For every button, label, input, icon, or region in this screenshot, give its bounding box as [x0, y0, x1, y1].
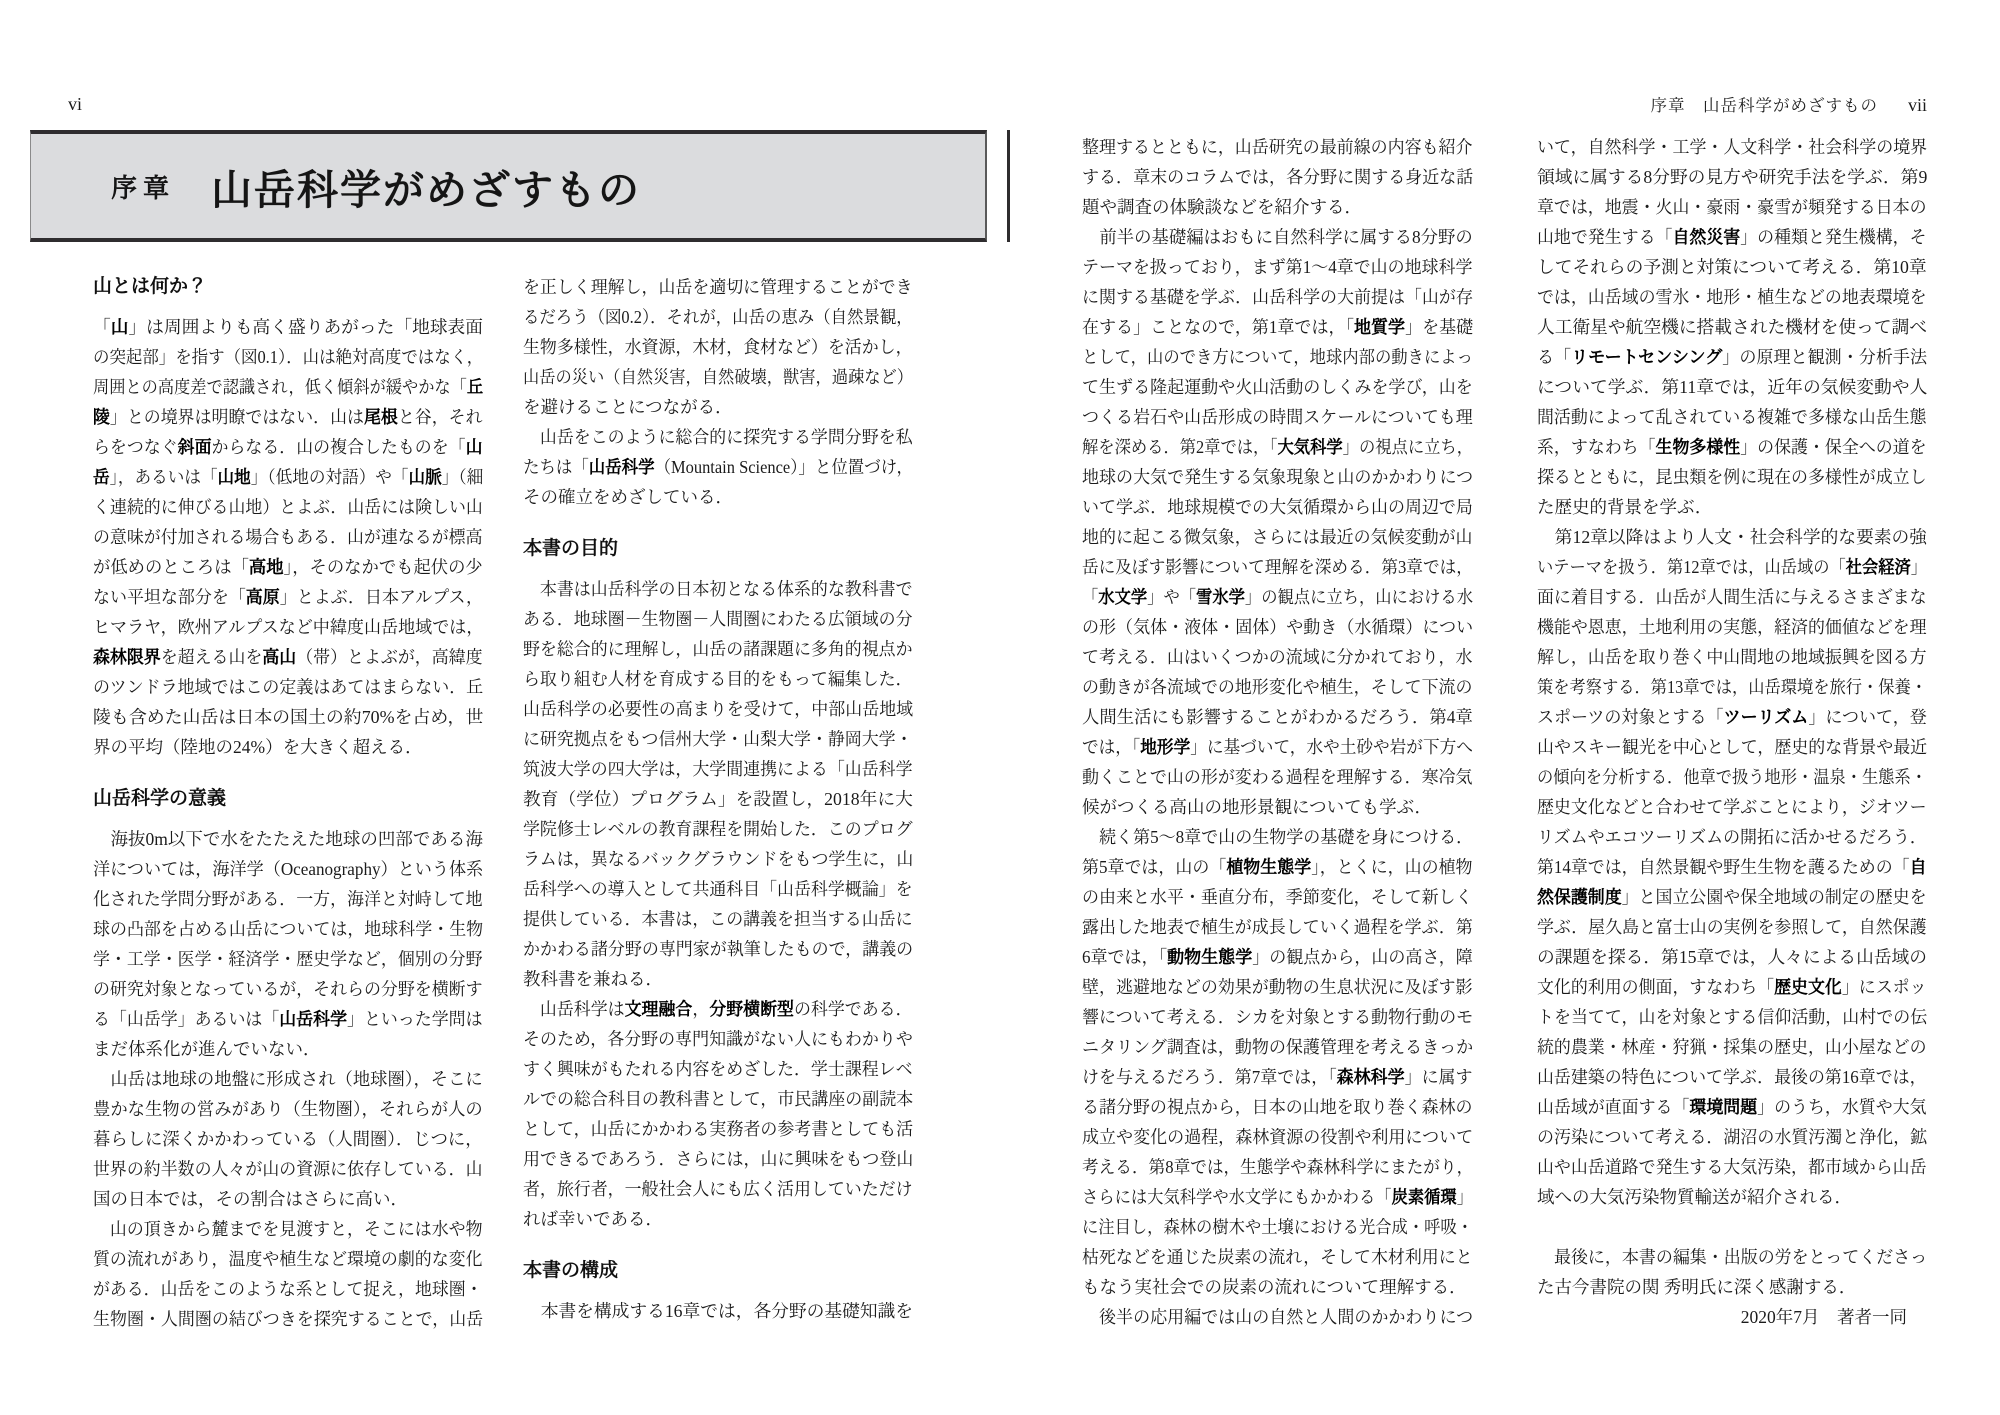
text-line: 本書は山岳科学の日本初となる体系的な教科書で: [523, 579, 913, 599]
text-line: そのため，各分野の専門知識がない人にもわかりや: [523, 1029, 913, 1049]
text-line: けを与えるだろう．第7章では，「森林科学」に属す: [1082, 1067, 1473, 1087]
text-line: すく興味がもたれる内容をめざした．学士課程レベ: [523, 1059, 913, 1079]
text-line: 第14章では，自然景観や野生生物を護るための「自: [1537, 857, 1927, 877]
text-line: 第5章では，山の「植物生態学」，とくに，山の植物: [1082, 857, 1473, 877]
text-line: 山岳域が直面する「環境問題」のうち，水質や大気: [1537, 1097, 1927, 1117]
text-line: では，山岳域の雪氷・地形・植生などの地表環境を: [1537, 287, 1927, 307]
text-line: の課題を探る．第15章では，人々による山岳域の: [1537, 947, 1927, 967]
text-line: て考える．山はいくつかの流域に分かれており，水: [1082, 647, 1473, 667]
text-line: ニタリング調査は，動物の保護管理を考えるきっか: [1082, 1037, 1473, 1057]
section-heading: 山とは何か？: [93, 276, 208, 297]
text-line: ら取り組む人材を育成する目的をもって編集した．: [523, 669, 913, 689]
text-line: 機能や恩恵，土地利用の実態，経済的価値などを理: [1537, 617, 1927, 637]
text-line: る「山岳学」あるいは「山岳科学」といった学問は: [93, 1009, 483, 1029]
text-line: 歴史文化などと合わせて学ぶことにより，ジオツー: [1537, 797, 1927, 817]
text-line: 山の頂きから麓までを見渡すと，そこには水や物: [93, 1219, 483, 1239]
text-line: を避けることにつながる．: [523, 397, 733, 417]
text-line: さらには大気科学や水文学にもかかわる「炭素循環」: [1082, 1187, 1473, 1207]
right-column-2: [1537, 132, 1927, 1332]
text-line: ある．地球圏－生物圏－人間圏にわたる広領域の分: [523, 609, 913, 629]
text-line: テーマを扱っており，まず第1～4章で山の地球科学: [1082, 257, 1473, 277]
right-column-1: [1082, 132, 1473, 1332]
text-line: の意味が付加される場合もある．山が連なるが標高: [93, 527, 483, 547]
text-line: る諸分野の視点から，日本の山地を取り巻く森林の: [1082, 1097, 1473, 1117]
left-column-1: [93, 272, 483, 1334]
text-line: リズムやエコツーリズムの開拓に活かせるだろう．: [1537, 827, 1927, 847]
text-line: 山岳建築の特色について学ぶ．最後の第16章では，: [1537, 1067, 1927, 1087]
bold-term: 歴史文化: [1774, 977, 1842, 997]
running-header: [1650, 92, 1927, 116]
text-line: 候がつくる高山の地形景観についても学ぶ．: [1082, 797, 1432, 817]
bold-term: 雪氷学: [1196, 587, 1245, 607]
bold-term: リモートセンシング: [1571, 347, 1723, 367]
text-line: に関する基礎を学ぶ．山岳科学の大前提は「山が存: [1082, 287, 1473, 307]
text-line: 山岳科学は文理融合，分野横断型の科学である．: [523, 999, 913, 1019]
bold-term: 尾根: [363, 407, 398, 427]
chapter-label: 序章: [111, 172, 176, 203]
text-line: 6章では，「動物生態学」の観点から，山の高さ，障: [1082, 947, 1473, 967]
text-line: ない平坦な部分を「高原」とよぶ．日本アルプス，: [93, 587, 483, 607]
text-line: て生ずる隆起運動や火山活動のしくみを学び，山を: [1082, 377, 1473, 397]
text-line: 山地で発生する「自然災害」の種類と発生機構，そ: [1537, 227, 1927, 247]
text-line: 域への大気汚染物質輸送が紹介される．: [1537, 1187, 1852, 1207]
text-line: が低めのところは「高地」，そのなかでも起伏の少: [93, 557, 483, 577]
text-line: 露出した地表で植生が成長していく過程を学ぶ．第: [1082, 917, 1473, 937]
text-line: の動きが各流域での地形変化や植生，そして下流の: [1082, 677, 1473, 697]
text-line: 山岳の災い（自然災害，自然破壊，獣害，過疎など）: [523, 367, 913, 387]
text-line: 前半の基礎編はおもに自然科学に属する8分野の: [1082, 227, 1473, 247]
bold-term: 斜面: [177, 437, 212, 457]
bold-term: 山脈: [408, 467, 442, 487]
text-line: の汚染について考える．湖沼の水質汚濁と浄化，鉱: [1537, 1127, 1927, 1147]
page-number-right: vii: [1907, 95, 1927, 115]
section-heading: 山岳科学の意義: [93, 788, 227, 809]
text-line: 山岳をこのように総合的に探究する学問分野を私: [523, 427, 913, 447]
text-line: た古今書院の関 秀明氏に深く感謝する．: [1537, 1277, 1857, 1297]
text-line: 質の流れがあり，温度や植生など環境の劇的な変化: [93, 1249, 483, 1269]
text-line: 野を総合的に理解し，山岳の諸課題に多角的視点か: [523, 639, 913, 659]
text-line: 解し，山岳を取り巻く中山間地の地域振興を図る方: [1537, 647, 1927, 667]
text-line: 生物多様性，水資源，木材，食材など）を活かし，: [523, 337, 913, 357]
bold-term: 自: [1909, 857, 1927, 877]
text-line: ヒマラヤ，欧州アルプスなど中緯度山岳地域では，: [93, 617, 483, 637]
text-line: 文化的利用の側面，すなわち「歴史文化」にスポッ: [1537, 977, 1927, 997]
bold-term: 植物生態学: [1226, 857, 1312, 877]
bold-term: 高原: [245, 587, 280, 607]
text-line: 学・工学・医学・経済学・歴史学など，個別の分野: [93, 949, 483, 969]
text-line: 生物圏・人間圏の結びつきを探究することで，山岳: [93, 1309, 483, 1329]
bold-term: 環境問題: [1689, 1097, 1758, 1117]
text-line: 在する」ことなので，第1章では，「地質学」を基礎: [1082, 317, 1473, 337]
text-line: れば幸いである．: [523, 1209, 663, 1229]
bold-term: 動物生態学: [1167, 947, 1253, 967]
text-line: に研究拠点をもつ信州大学・山梨大学・静岡大学・: [523, 729, 913, 749]
text-line: 「山」は周囲よりも高く盛りあがった「地球表面: [93, 317, 483, 337]
text-line: を正しく理解し，山岳を適切に管理することができ: [523, 277, 913, 297]
text-line: 人間生活にも影響することがわかるだろう．第4章: [1082, 707, 1473, 727]
bold-term: 高山: [262, 647, 297, 667]
text-line: 国の日本では，その割合はさらに高い．: [93, 1189, 408, 1209]
text-line: 壁，逃避地などの効果が動物の生息状況に及ぼす影: [1082, 977, 1473, 997]
bold-term: 地質学: [1354, 317, 1406, 337]
text-line: 「水文学」や「雪氷学」の観点に立ち，山における水: [1082, 587, 1473, 607]
text-line: かかわる諸分野の専門家が執筆したもので，講義の: [523, 939, 913, 959]
text-line: つくる岩石や山岳形成の時間スケールについても理: [1082, 407, 1473, 427]
text-line: 本書を構成する16章では，各分野の基礎知識を: [523, 1301, 913, 1321]
text-line: 周囲との高度差で認識され，低く傾斜が緩やかな「丘: [93, 377, 483, 397]
text-line: スポーツの対象とする「ツーリズム」について，登: [1537, 707, 1927, 727]
text-line: 山やスキー観光を中心として，歴史的な背景や最近: [1537, 737, 1927, 757]
text-line: に注目し，森林の樹木や土壌における光合成・呼吸・: [1082, 1217, 1473, 1237]
bold-term: 陵: [93, 407, 110, 427]
text-line: の突起部」を指す（図0.1）．山は絶対高度ではなく，: [93, 347, 483, 367]
text-line: く連続的に伸びる山地）とよぶ．山岳には険しい山: [93, 497, 483, 517]
text-line: 続く第5～8章で山の生物学の基礎を身につける．: [1082, 827, 1473, 847]
text-line: 整理するとともに，山岳研究の最前線の内容も紹介: [1082, 137, 1473, 157]
text-line: もなう実社会での炭素の流れについて理解する．: [1082, 1277, 1467, 1297]
text-line: 枯死などを通じた炭素の流れ，そして木材利用にと: [1082, 1247, 1473, 1267]
bold-term: 地形学: [1140, 737, 1191, 757]
text-line: 系，すなわち「生物多様性」の保護・保全への道を: [1537, 437, 1927, 457]
text-line: 界の平均（陸地の24%）を大きく超える．: [93, 737, 423, 757]
text-line: のツンドラ地域ではこの定義はあてはまらない．丘: [93, 677, 483, 697]
text-line: 探るとともに，昆虫類を例に現在の多様性が成立し: [1537, 467, 1927, 487]
text-line: 暮らしに深くかかわっている（人間圏）．じつに，: [93, 1129, 483, 1149]
bold-term: ツーリズム: [1723, 707, 1809, 727]
text-line: 面に着目する．山岳が人間生活に与えるさまざまな: [1537, 587, 1927, 607]
bold-term: 森林科学: [1336, 1067, 1405, 1087]
text-line: 筑波大学の四大学は，大学間連携による「山岳科学: [523, 759, 913, 779]
text-line: の由来と水平・垂直分布，季節変化，そして新しく: [1082, 887, 1473, 907]
text-line: してそれらの予測と対策について考える．第10章: [1537, 257, 1927, 277]
text-line: 岳科学への導入として共通科目「山岳科学概論」を: [523, 879, 913, 899]
text-line: する．章末のコラムでは，各分野に関する身近な話: [1082, 167, 1473, 187]
text-line: 章では，地震・火山・豪雨・豪雪が頻発する日本の: [1537, 197, 1927, 217]
text-line: た歴史的背景を学ぶ．: [1537, 497, 1713, 517]
text-line: 洋については，海洋学（Oceanography）という体系: [93, 859, 483, 879]
bold-term: 森林限界: [93, 647, 161, 667]
text-line: 解を深める．第2章では，「大気科学」の視点に立ち，: [1082, 437, 1473, 457]
text-line: 教育（学位）プログラム」を設置し，2018年に大: [523, 789, 913, 809]
text-line: 球の凸部を占める山岳については，地球科学・生物: [93, 919, 483, 939]
bold-term: 分野横断型: [709, 999, 794, 1019]
text-line: 学ぶ．屋久島と富士山の実例を参照して，自然保護: [1537, 917, 1927, 937]
bold-term: 文理融合: [624, 999, 693, 1019]
left-column-2: [523, 272, 913, 1326]
chapter-title-box: [30, 130, 987, 242]
text-line: がある．山岳をこのような系として捉え，地球圏・: [93, 1279, 483, 1299]
text-line: たちは「山岳科学（Mountain Science）」と位置づけ，: [523, 457, 913, 477]
bold-term: 山: [110, 317, 129, 337]
text-line: 動くことで山の形が変わる過程を理解する．寒冷気: [1082, 767, 1473, 787]
text-line: いテーマを扱う．第12章では，山岳域の「社会経済」: [1537, 557, 1927, 577]
text-line: 山岳科学の必要性の高まりを受けて，中部山岳地域: [523, 699, 913, 719]
bold-term: 大気科学: [1277, 437, 1343, 457]
text-line: として，山岳にかかわる実務者の参考書としても活: [523, 1119, 913, 1139]
text-line: 最後に，本書の編集・出版の労をとってくださっ: [1537, 1247, 1927, 1267]
chapter-title: 山岳科学がめざすもの: [211, 166, 642, 213]
text-line: の傾向を分析する．他章で扱う地形・温泉・生態系・: [1537, 767, 1927, 787]
text-line: ラムは，異なるバックグラウンドをもつ学生に，山: [523, 849, 913, 869]
text-line: いて学ぶ．地球規模での大気循環から山の周辺で局: [1082, 497, 1473, 517]
text-line: 山や山岳道路で発生する大気汚染，都市域から山岳: [1537, 1157, 1927, 1177]
text-line: 考える．第8章では，生態学や森林科学にまたがり，: [1082, 1157, 1473, 1177]
bold-term: 社会経済: [1845, 557, 1911, 577]
text-line: 教科書を兼ねる．: [523, 969, 663, 989]
text-line: 成立や変化の過程，森林資源の役割や利用について: [1082, 1127, 1473, 1147]
bold-term: 水文学: [1098, 587, 1148, 607]
text-line: について学ぶ．第11章では，近年の気候変動や人: [1537, 377, 1927, 397]
gutter-rule: [1007, 130, 1010, 242]
bold-term: 岳: [93, 467, 110, 487]
text-line: ルでの総合科目の教科書として，市民講座の副読本: [523, 1089, 913, 1109]
text-line: 森林限界を超える山を高山（帯）とよぶが，高緯度: [93, 647, 483, 667]
blank-line: [1537, 1212, 1927, 1242]
bold-term: 丘: [466, 377, 483, 397]
bold-term: 山岳科学: [279, 1009, 348, 1029]
text-line: 海抜0m以下で水をたたえた地球の凹部である海: [93, 829, 483, 849]
text-line: 第12章以降はより人文・社会科学的な要素の強: [1537, 527, 1927, 547]
text-line: 間活動によって乱されている複雑で多様な山岳生態: [1537, 407, 1927, 427]
bold-term: 生物多様性: [1655, 437, 1741, 457]
text-line: その確立をめざしている．: [523, 487, 733, 507]
text-line: トを当てて，山を対象とする信仰活動，山村での伝: [1537, 1007, 1927, 1027]
text-line: まだ体系化が進んでいない．: [93, 1039, 321, 1059]
bold-term: 炭素循環: [1391, 1187, 1457, 1207]
text-line: 人工衛星や航空機に搭載された機材を使って調べ: [1537, 317, 1927, 337]
page-number-left: vi: [68, 94, 83, 114]
text-line: 提供している．本書は，この講義を担当する山岳に: [523, 909, 913, 929]
text-line: 者，旅行者，一般社会人にも広く活用していただけ: [523, 1179, 913, 1199]
section-heading: 本書の構成: [523, 1260, 619, 1281]
text-line: 地的に起こる微気象，さらには最近の気候変動が山: [1082, 527, 1473, 547]
text-line: 後半の応用編では山の自然と人間のかかわりにつ: [1082, 1307, 1473, 1327]
text-line: 豊かな生物の営みがあり（生物圏），それらが人の: [93, 1099, 483, 1119]
section-heading: 本書の目的: [523, 538, 619, 559]
bold-term: 山: [465, 437, 483, 457]
text-line: 響について考える．シカを対象とする動物行動のモ: [1082, 1007, 1473, 1027]
bold-term: 山岳科学: [588, 457, 655, 477]
text-line: るだろう（図0.2）．それが，山岳の恵み（自然景観，: [523, 307, 913, 327]
text-line: 策を考察する．第13章では，山岳環境を旅行・保養・: [1537, 677, 1927, 697]
text-line: 岳」，あるいは「山地」（低地の対語）や「山脈」（細: [93, 467, 483, 487]
text-line: いて，自然科学・工学・人文科学・社会科学の境界: [1537, 137, 1927, 157]
text-line: らをつなぐ斜面からなる．山の複合したものを「山: [93, 437, 483, 457]
bold-term: 然保護制度: [1537, 887, 1622, 907]
text-line: 領域に属する8分野の見方や研究手法を学ぶ．第9: [1537, 167, 1927, 187]
text-line: 題や調査の体験談などを紹介する．: [1082, 197, 1362, 217]
text-line: 2020年7月 著者一同: [1740, 1307, 1907, 1327]
text-line: 地球の大気で発生する気象現象と山のかかわりにつ: [1082, 467, 1473, 487]
text-line: 統的農業・林産・狩猟・採集の歴史，山小屋などの: [1537, 1037, 1927, 1057]
text-line: では，「地形学」に基づいて，水や土砂や岩が下方へ: [1082, 737, 1473, 757]
text-line: 学院修士レベルの教育課程を開始した．このプログ: [523, 819, 913, 839]
text-line: 陵」との境界は明瞭ではない．山は尾根と谷，それ: [93, 407, 483, 427]
bold-term: 高地: [248, 557, 284, 577]
text-line: 然保護制度」と国立公園や保全地域の制定の歴史を: [1537, 887, 1927, 907]
running-header-title: 序章 山岳科学がめざすもの: [1650, 97, 1878, 115]
text-line: 用できるであろう．さらには，山に興味をもつ登山: [523, 1149, 913, 1169]
text-line: の形（気体・液体・固体）や動き（水循環）につい: [1082, 617, 1473, 637]
text-line: る「リモートセンシング」の原理と観測・分析手法: [1537, 347, 1927, 367]
text-line: 化された学問分野がある．一方，海洋と対峙して地: [93, 889, 483, 909]
text-line: の研究対象となっているが，それらの分野を横断す: [93, 979, 483, 999]
text-line: 世界の約半数の人々が山の資源に依存している．山: [93, 1159, 483, 1179]
text-line: として，山のでき方について，地球内部の動きによっ: [1082, 347, 1473, 367]
text-line: 山岳は地球の地盤に形成され（地球圏），そこに: [93, 1069, 483, 1089]
text-line: 陵も含めた山岳は日本の国土の約70%を占め，世: [93, 707, 483, 727]
text-line: 岳に及ぼす影響について理解を深める．第3章では，: [1082, 557, 1473, 577]
bold-term: 自然災害: [1672, 227, 1741, 247]
bold-term: 山地: [217, 467, 251, 487]
